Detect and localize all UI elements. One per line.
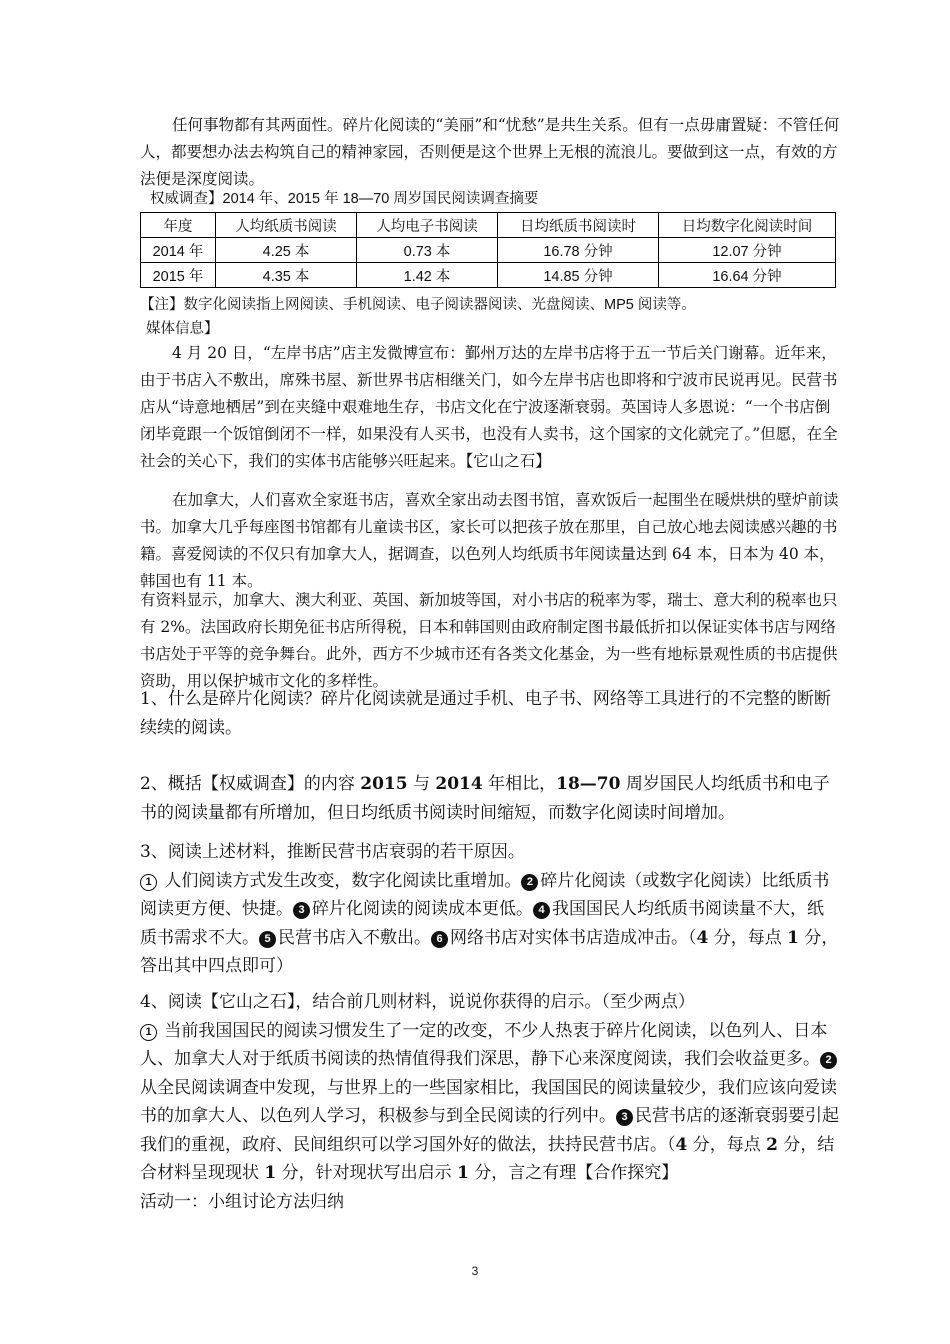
table-cell: 2014 年	[141, 238, 216, 263]
table-cell: 4.25 本	[216, 238, 357, 263]
table-cell: 16.64 分钟	[659, 263, 836, 288]
media-paragraph: 4 月 20 日，“左岸书店”店主发微博宣布：鄞州万达的左岸书店将于五一节后关门谢幕。近年来，由于书店入不敷出，席殊书屋、新世界书店相继关门，如今左岸书店也即将和宁波市民说再见。民营书店从“诗意地栖居”到在夹缝中艰难地生存，书店文化在宁波逐渐衰弱。英国诗人多恩说：“一个书店倒闭毕竟跟一个饭馆倒闭不一样，如果没有人买书，也没有人卖书，这个国家的文化就完了。”但愿，在全社会的关心下，我们的实体书店能够兴旺起来。【它山之石】	[140, 344, 838, 470]
survey-table	[140, 212, 836, 288]
question-2: 2、概括【权威调查】的内容 2015 与 2014 年相比，18—70 周岁国民人均纸质书和电子书的阅读量都有所增加，但日均纸质书阅读时间缩短，而数字化阅读时间增加。	[140, 774, 830, 823]
question-3	[140, 838, 840, 981]
canada-paragraph: 在加拿大，人们喜欢全家逛书店，喜欢全家出动去图书馆，喜欢饭后一起围坐在暖烘烘的壁炉前读书。加拿大几乎每座图书馆都有儿童读书区，家长可以把孩子放在那里，自己放心地去阅读感兴趣的书籍。喜爱阅读的不仅只有加拿大人，据调查，以色列人均纸质书年阅读量达到 64 本，日本为 40 本，韩国也有 11 本。	[140, 491, 839, 590]
table-cell: 4.35 本	[216, 263, 357, 288]
question-4-title: 4、阅读【它山之石】，结合前几则材料，说说你获得的启示。（至少两点）	[140, 992, 695, 1012]
question-4	[140, 988, 840, 1216]
table-cell: 2015 年	[141, 263, 216, 288]
question-4-answer: 1 当前我国国民的阅读习惯发生了一定的改变，不少人热衷于碎片化阅读，以色列人、日本人、加拿大人对于纸质书阅读的热情值得我们深思，静下心来深度阅读，我们会收益更多。 2从全民阅读调查中发现，与世界上的一些国家相比，我国国民的阅读量较少，我们应该向爱读书的加拿大人、以色列人学习，积极参与到全民阅读的行列中。 3 民营书店的逐渐衰弱要引起我们的重视，政府、民间组织可以学习国外好的做法，扶持民营书店。（4 分，每点 2 分，结合材料呈现现状 1 分，针对现状写出启示 1 分，言之有理【合作探究】	[140, 1020, 839, 1183]
question-1: 1、什么是碎片化阅读？碎片化阅读就是通过手机、电子书、网络等工具进行的不完整的断断续续的阅读。	[140, 689, 831, 738]
header-cell: 日均纸质书阅读时	[498, 213, 659, 238]
header-cell: 人均电子书阅读	[357, 213, 498, 238]
table-row	[141, 238, 836, 263]
question-3-answer: 1 人们阅读方式发生改变，数字化阅读比重增加。 2 碎片化阅读（或数字化阅读）比纸质书阅读更方便、快捷。 3 碎片化阅读的阅读成本更低。 4 我国国民人均纸质书阅读量不大，纸质书需求不大。 5 民营书店入不敷出。 6 网络书店对实体书店造成冲击。（4 分，每点 1 分，答出其中四点即可）	[140, 870, 839, 976]
question-3-title: 3、阅读上述材料，推断民营书店衰弱的若干原因。	[140, 842, 525, 862]
header-cell: 人均纸质书阅读	[216, 213, 357, 238]
table-cell: 12.07 分钟	[659, 238, 836, 263]
table-note: 【注】数字化阅读指上网阅读、手机阅读、电子阅读器阅读、光盘阅读、MP5 阅读等。	[140, 297, 696, 313]
header-cell: 日均数字化阅读时间	[659, 213, 836, 238]
tax-paragraph: 有资料显示，加拿大、澳大利亚、英国、新加坡等国，对小书店的税率为零，瑞士、意大利的税率也只有 2%。法国政府长期免征书店所得税，日本和韩国则由政府制定图书最低折扣以保证实体书店与网络书店处于平等的竞争舞台。此外，西方不少城市还有各类文化基金，为一些有地标景观性质的书店提供资助，用以保护城市文化的多样性。	[140, 591, 838, 690]
activity-heading: 活动一：小组讨论方法归纳	[140, 1191, 344, 1212]
media-heading: 媒体信息】	[146, 321, 219, 337]
table-cell: 0.73 本	[357, 238, 498, 263]
survey-caption: 权威调查】2014 年、2015 年 18—70 周岁国民阅读调查摘要	[150, 191, 539, 207]
table-cell: 1.42 本	[357, 263, 498, 288]
page-number: 3	[471, 1264, 479, 1278]
table-header-row	[141, 213, 836, 238]
header-cell: 年度	[141, 213, 216, 238]
table-cell: 16.78 分钟	[498, 238, 659, 263]
table-row	[141, 263, 836, 288]
intro-paragraph: 任何事物都有其两面性。碎片化阅读的“美丽”和“忧愁”是共生关系。但有一点毋庸置疑：不管任何人，都要想办法去构筑自己的精神家园，否则便是这个世界上无根的流浪儿。要做到这一点，有效的方法便是深度阅读。	[140, 116, 840, 188]
table-cell: 14.85 分钟	[498, 263, 659, 288]
